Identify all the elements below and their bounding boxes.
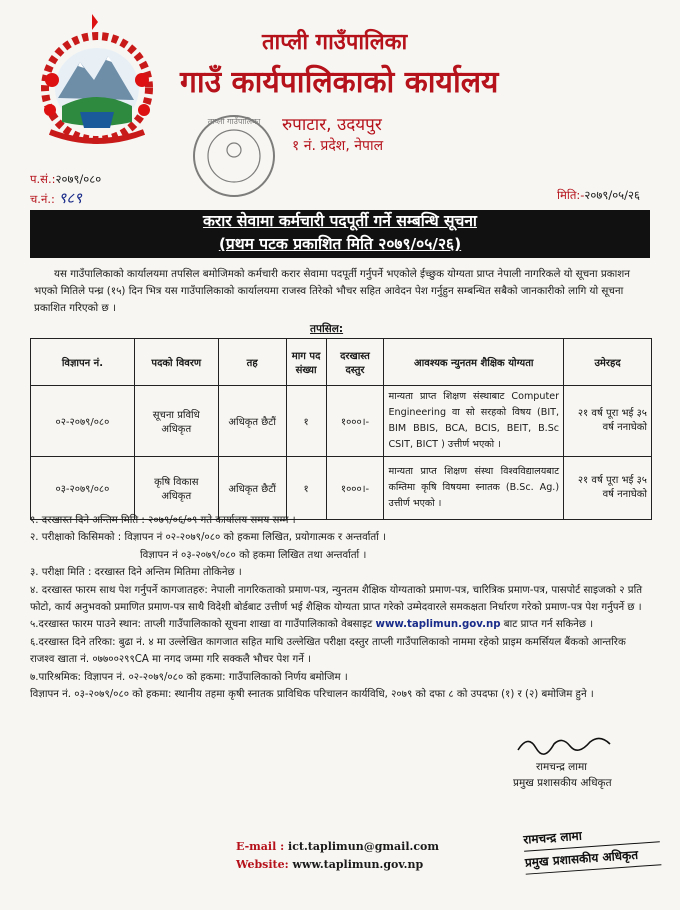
header-level: तह [218, 339, 286, 386]
header-count: माग पद संख्या [286, 339, 326, 386]
cn-label: च.नं.: [30, 192, 55, 206]
cell-post: कृषि विकास अधिकृत [134, 457, 218, 520]
contact-block [236, 838, 439, 874]
cell-level: अधिकृत छैटौं [218, 457, 286, 520]
ps-label: प.सं.: [30, 172, 56, 186]
website-link[interactable]: www.taplimun.gov.np [375, 619, 501, 631]
signatory-name: रामचन्द्र लामा [536, 761, 587, 773]
note-exam-type-2: विज्ञापन नं ०३-२०७९/०८० को हकमा लिखित तथा अन्तर्वार्ता । [140, 549, 367, 561]
seal-text: ताप्ली गाउँपालिका [207, 117, 261, 126]
header-ad-no: विज्ञापन नं. [31, 339, 135, 386]
note-form-location [30, 616, 652, 633]
cell-count: १ [286, 386, 326, 457]
cell-post: सूचना प्रविधि अधिकृत [134, 386, 218, 457]
note-remuneration: ७.पारिश्रमिक: विज्ञापन नं. ०२-२०७९/०८० को हकमा: गाउँपालिकाको निर्णय बमोजिम । [30, 671, 348, 683]
office-address: रुपाटार, उदयपुर [282, 115, 382, 135]
notice-title-banner [30, 210, 650, 258]
municipality-name: ताप्ली गाउँपालिका [262, 30, 408, 55]
nepal-emblem-logo [22, 10, 172, 150]
note-exam-type: २. परीक्षाको किसिमको : विज्ञापन नं ०२-२०७९/०८० को हकमा लिखित, प्रयोगात्मक र अन्तर्वार्ता । [30, 532, 386, 544]
cell-ad-no: ०३-२०७९/०८० [31, 457, 135, 520]
office-seal-stamp [186, 110, 282, 202]
table-caption: तपसिल: [310, 323, 344, 335]
cell-level: अधिकृत छैटौं [218, 386, 286, 457]
vacancy-table [30, 338, 652, 520]
cell-ad-no: ०२-२०७९/०८० [31, 386, 135, 457]
cell-age: २१ वर्ष पूरा भई ३५ वर्ष ननाघेको [564, 457, 652, 520]
notice-subtitle: (प्रथम पटक प्रकाशित मिति २०७९/०५/२६) [218, 235, 462, 253]
notes-section [30, 512, 652, 703]
email-link[interactable]: ict.taplimun@gmail.com [288, 840, 440, 853]
table-header-row [31, 339, 652, 386]
dispatch-number [30, 188, 82, 208]
name-stamp [523, 819, 662, 874]
header-qualification: आवश्यक न्युनतम शैक्षिक योग्यता [384, 339, 564, 386]
note-remuneration-2: विज्ञापन नं. ०३-२०७९/०८० को हकमा: स्थानीय तहमा कृषी स्नातक प्राविधिक परिचालन कार्यविधि, २०७९ को दफा ८ को उपदफा (१) र (२) बमोजिम हुने । [30, 689, 594, 701]
website-label: Website: [236, 858, 289, 871]
header-age: उमेरहद [564, 339, 652, 386]
cell-fee: १०००।- [326, 457, 384, 520]
table-row [31, 457, 652, 520]
ps-value: २०७९/०८० [55, 172, 102, 186]
cell-qualification: मान्यता प्राप्त शिक्षण संस्था विश्वविद्यालयबाट कम्तिमा कृषि विषयमा स्नातक (B.Sc. Ag.) उत्तीर्ण भएको । [384, 457, 564, 520]
office-name: गाउँ कार्यपालिकाको कार्यालय [180, 65, 499, 100]
handwritten-signature [510, 730, 630, 760]
header-fee: दरखास्त दस्तुर [326, 339, 384, 386]
note-application-method: ६.दरखास्त दिने तरिका: बुढा नं. ४ मा उल्लेखित कागजात सहित माथि उल्लेखित परीक्षा दस्तुर ताप्ली गाउँपालिकाको नाममा रहेको प्राइम कमर्सियल बैंकको आन्तरिक राजश्व खाता नं. ०७७००२९९CA मा नगद जम्मा गरि सक्कलै भौचर पेश गर्ने । [30, 636, 626, 666]
province-line: १ नं. प्रदेश, नेपाल [292, 138, 384, 154]
note-documents: ४. दरखास्त फारम साथ पेश गर्नुपर्ने कागजातहरु: नेपाली नागरिकताको प्रमाण-पत्र, न्युनतम शैक्षिक योग्यताको प्रमाण-पत्र, चारित्रिक प्रमाण-पत्र, पासपोर्ट साइजको २ प्रति फोटो, कार्य अनुभवको प्रमाणित प्रमाण-पत्र साथै विदेशी बोर्डबाट उत्तीर्ण भई शैक्षिक योग्यता प्राप्त गरेको उम्मेदवारले समकक्षता निर्धारण गरेको प्रमाण-पत्र पेश गर्नुपर्ने छ । [30, 584, 643, 614]
header-post: पदको विवरण [134, 339, 218, 386]
notice-date [557, 188, 640, 203]
email-label: E-mail : [236, 840, 285, 853]
name-stamp-name: रामचन्द्र लामा [523, 819, 660, 851]
cell-count: १ [286, 457, 326, 520]
notice-title: करार सेवामा कर्मचारी पदपूर्ती गर्ने सम्बन्धि सूचना [203, 212, 477, 230]
note-deadline: १. दरखास्त दिने अन्तिम मिति : २०७९/०६/०९ गते कार्यालय समय सम्म । [30, 515, 296, 526]
name-stamp-post: प्रमुख प्रशासकीय अधिकृत [524, 842, 661, 874]
intro-paragraph: यस गाउँपालिकाको कार्यालयमा तपसिल बमोजिमको कर्मचारी करार सेवामा पदपूर्ती गर्नुपर्ने भएकोले ईच्छुक योग्यता प्राप्त नेपाली नागरिकले यो सूचना प्रकाशन भएको मितिले पन्ध्र (१५) दिन भित्र यस गाउँपालिकाको कार्यालयमा राजस्व तिरेको भौचर सहित आवेदन पेश गर्नुहुन सम्बन्धित सबैको जानकारीको लागि यो सूचना प्रकाशित गरिएको छ । [34, 268, 630, 314]
reference-number [30, 172, 101, 187]
note-exam-date: ३. परीक्षा मिति : दरखास्त दिने अन्तिम मितिमा तोकिनेछ । [30, 567, 242, 579]
date-label: मिति:- [556, 188, 585, 202]
cell-fee: १०००।- [326, 386, 384, 457]
note-form-location-text: ५.दरखास्त फारम पाउने स्थान: ताप्ली गाउँपालिकाको सूचना शाखा वा गाउँपालिकाको वेबसाइट [30, 619, 376, 631]
table-row [31, 386, 652, 457]
note-form-location-tail: बाट प्राप्त गर्न सकिनेछ । [500, 619, 594, 631]
signatory-post: प्रमुख प्रशासकीय अधिकृत [513, 777, 612, 789]
cell-qualification: मान्यता प्राप्त शिक्षण संस्थाबाट Computer Engineering वा सो सरहको विषय (BIT, BIM BBIS, BCA, BCIS, BEIT, B.Sc CSIT, BICT ) उत्तीर्ण भएको । [384, 386, 564, 457]
website-footer-link[interactable]: www.taplimun.gov.np [292, 858, 424, 871]
cell-age: २१ वर्ष पूरा भई ३५ वर्ष ननाघेको [564, 386, 652, 457]
cn-value: ९८९ [58, 189, 82, 207]
date-value: २०७९/०५/२६ [584, 188, 640, 202]
